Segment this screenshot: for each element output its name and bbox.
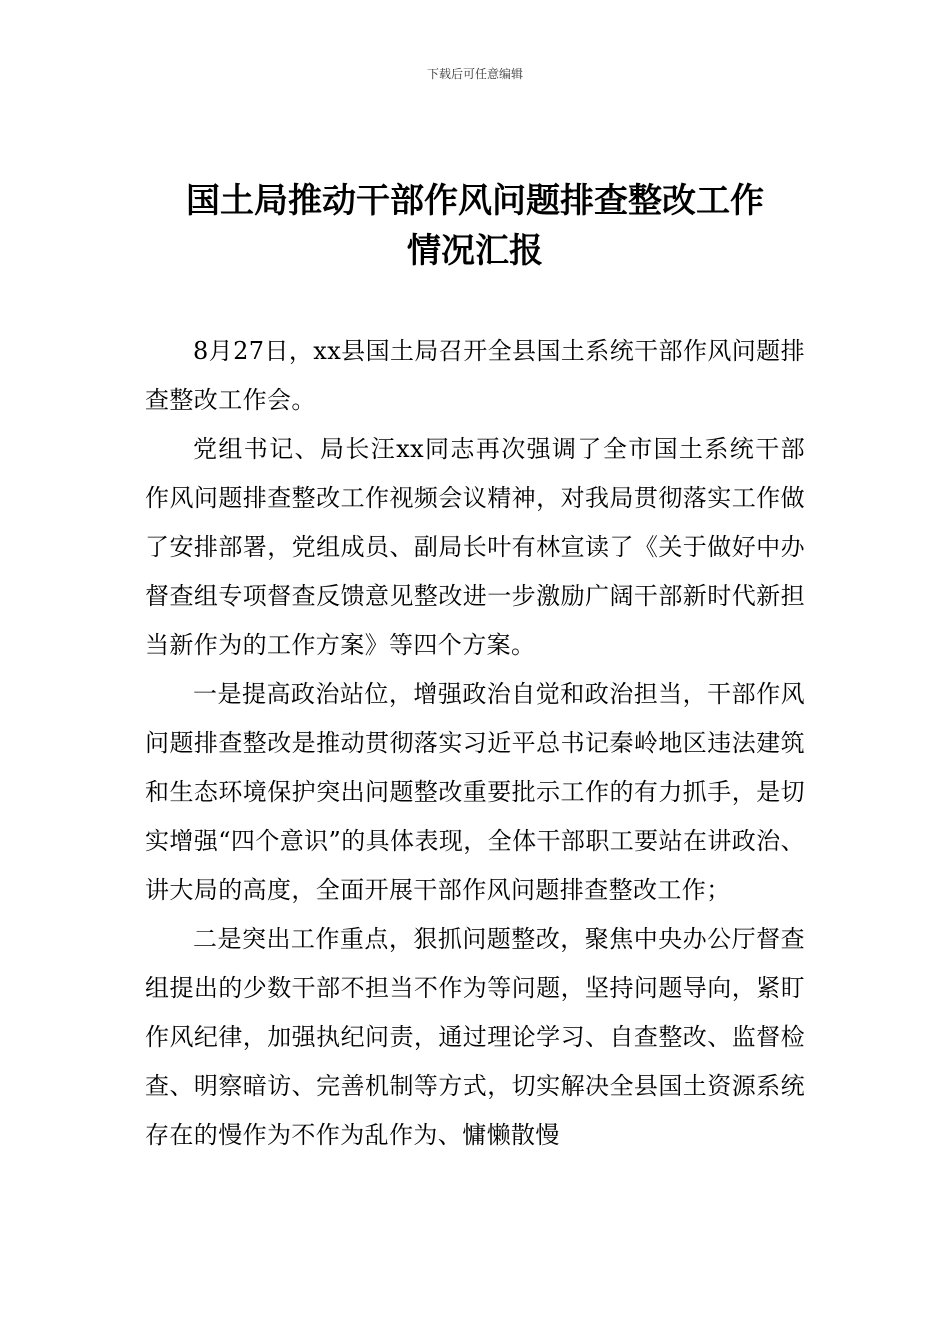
paragraph-3: 一是提高政治站位，增强政治自觉和政治担当，干部作风问题排查整改是推动贯彻落实习近平总书记秦岭地区违法建筑和生态环境保护突出问题整改重要批示工作的有力抓手，是切实增强“四个意识”的具体表现，全体干部职工要站在讲政治、讲大局的高度，全面开展干部作风问题排查整改工作； <box>145 680 805 904</box>
title-line-2: 情况汇报 <box>407 231 543 271</box>
paragraph-2: 党组书记、局长汪xx同志再次强调了全市国土系统干部作风问题排查整改工作视频会议精神，对我局贯彻落实工作做了安排部署，党组成员、副局长叶有林宣读了《关于做好中办督查组专项督查反馈意见整改进一步激励广阔干部新时代新担当新作为的工作方案》等四个方案。 <box>145 435 805 659</box>
header-note: 下载后可任意编辑 <box>426 67 523 81</box>
paragraph-4: 二是突出工作重点，狠抓问题整改，聚焦中央办公厅督查组提出的少数干部不担当不作为等问题，坚持问题导向，紧盯作风纪律，加强执纪问责，通过理论学习、自查整改、监督检查、明察暗访、完善机制等方式，切实解决全县国土资源系统存在的慢作为不作为乱作为、慵懒散慢 <box>145 925 805 1149</box>
title-line-1: 国土局推动干部作风问题排查整改工作 <box>186 181 764 221</box>
document-body <box>145 327 805 1160</box>
document-title <box>120 176 830 276</box>
paragraph-1: 8月27日，xx县国土局召开全县国土系统干部作风问题排查整改工作会。 <box>145 337 805 414</box>
